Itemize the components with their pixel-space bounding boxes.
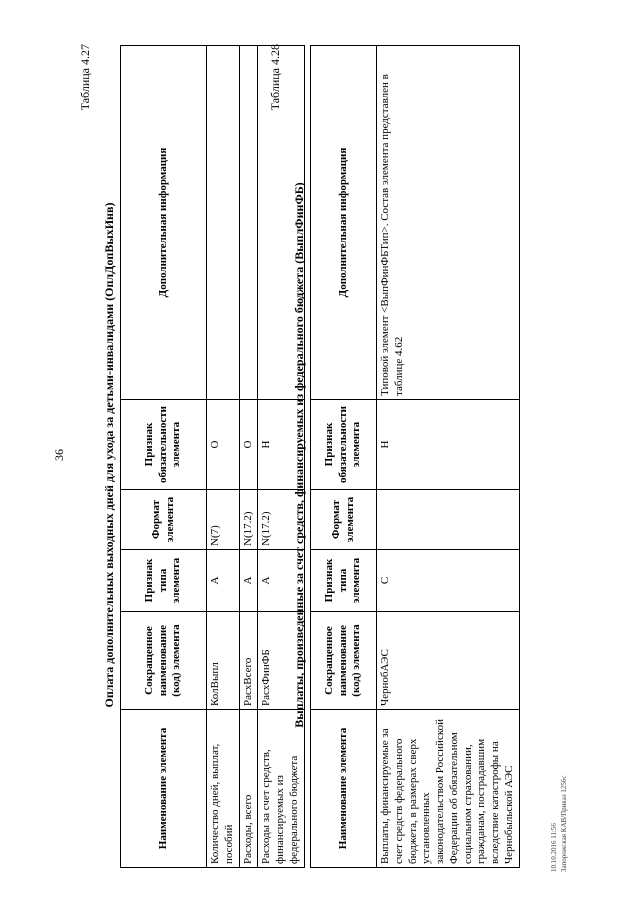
cell-code: КолВыпл (207, 612, 240, 710)
cell-info (239, 46, 258, 400)
footer-stamp-date: 10.10.2016 11:56 (550, 823, 558, 872)
cell-format: N(17.2) (239, 490, 258, 550)
col-header-code: Сокращенное наименование (код) элемента (121, 612, 207, 710)
col-header-required: Признак обязательности элемента (311, 400, 377, 490)
cell-type: А (207, 550, 240, 612)
table-caption-4-28: Выплаты, произведенные за счет средств, финансируемых из федерального бюджета (ВыплФинФБ) (292, 182, 306, 728)
col-header-code: Сокращенное наименование (код) элемента (311, 612, 377, 710)
col-header-format: Формат элемента (121, 490, 207, 550)
col-header-info: Дополнительная информация (121, 46, 207, 400)
cell-info (207, 46, 240, 400)
cell-required: О (239, 400, 258, 490)
col-header-type: Признак типа элемента (121, 550, 207, 612)
page-number: 36 (52, 449, 66, 461)
cell-format (377, 490, 520, 550)
table-4-28 (310, 45, 520, 868)
cell-name: Выплаты, финансируемые за счет средств федерального бюджета, в размерах сверх установленных законодательством Российской Федерации об обязательном социальном страховании, гражданам, пострадавшим вследствие катастрофы на Чернобыльской АЭС (377, 710, 520, 868)
cell-code: РасхВсего (239, 612, 258, 710)
col-header-name: Наименование элемента (121, 710, 207, 868)
table-label-4-28: Таблица 4.28 (268, 44, 282, 111)
rotated-page (40, 30, 600, 880)
table-label-4-27: Таблица 4.27 (78, 44, 92, 111)
col-header-name: Наименование элемента (311, 710, 377, 868)
col-header-type: Признак типа элемента (311, 550, 377, 612)
table-caption-4-27: Оплата дополнительных выходных дней для ухода за детьми-инвалидами (ОплДопВыхИнв) (102, 202, 116, 708)
cell-name: Расходы, всего (239, 710, 258, 868)
cell-required: Н (258, 400, 304, 490)
cell-required: Н (377, 400, 520, 490)
col-header-info: Дополнительная информация (311, 46, 377, 400)
cell-name: Количество дней, выплат, пособий (207, 710, 240, 868)
table-row (239, 46, 258, 868)
cell-format: N(7) (207, 490, 240, 550)
cell-required: О (207, 400, 240, 490)
footer-stamp-doc: Запорожская КАВ/Приказ 1256с (560, 775, 568, 872)
cell-type: С (377, 550, 520, 612)
cell-format: N(17.2) (258, 490, 304, 550)
col-header-required: Признак обязательности элемента (121, 400, 207, 490)
cell-code: РасхФинФБ (258, 612, 304, 710)
cell-name: Расходы за счет средств, финансируемых из федерального бюджета (258, 710, 304, 868)
cell-code: ЧернобАЭС (377, 612, 520, 710)
cell-info: Типовой элемент <ВыпФинФБТип>. Состав элемента представлен в таблице 4.62 (377, 46, 520, 400)
col-header-format: Формат элемента (311, 490, 377, 550)
cell-type: А (258, 550, 304, 612)
table-row (377, 46, 520, 868)
table-row (207, 46, 240, 868)
table-4-27 (120, 45, 305, 868)
cell-type: А (239, 550, 258, 612)
